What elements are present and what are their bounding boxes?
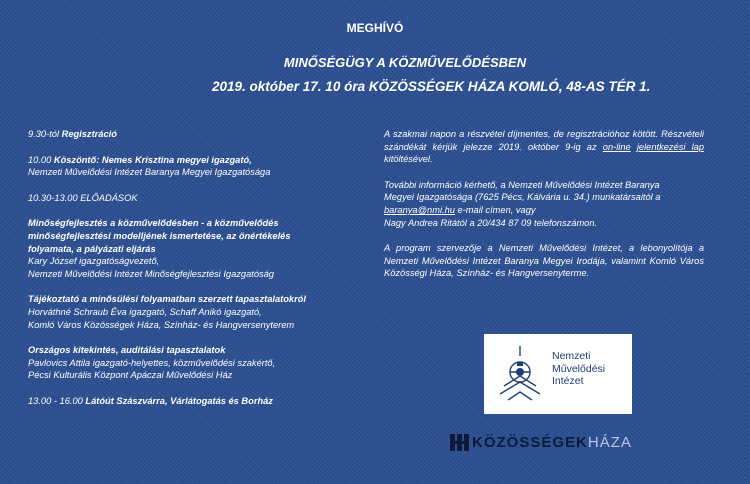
talk-1	[28, 217, 368, 280]
nmi-emblem-icon	[496, 342, 544, 406]
talk-1-title-line-1: Minőségfejlesztés a közművelődésben - a közművelődés	[28, 218, 279, 229]
event-subtitle: MINŐSÉGÜGY A KÖZMŰVELŐDÉSBEN	[283, 55, 527, 70]
organizer-info	[384, 242, 704, 280]
talk-3-title: Országos kitekintés, auditálási tapasztalatok	[28, 345, 226, 356]
contact-line-2: Megyei Igazgatósága (7625 Pécs, Kálvária u. 34.) munkatársaitól a	[384, 192, 661, 203]
contact-line-1: További információ kérhető, a Nemzeti Művelődési Intézet Baranya	[384, 179, 660, 190]
welcome-time: 10.00	[28, 154, 52, 165]
talk-1-title-line-3: folyamata, a pályázati eljárás	[28, 243, 156, 254]
welcome-label: Köszöntő: Nemes Krisztina megyei igazgató,	[53, 154, 252, 165]
event-date-place: 2019. október 17. 10 óra KÖZÖSSÉGEK HÁZA KOMLÓ, 48-AS TÉR 1.	[212, 79, 651, 94]
nmi-line-3: Intézet	[552, 375, 584, 387]
talk-3-speaker-line-1: Pavlovics Attila igazgató-helyettes, közművelődési szakértő,	[28, 357, 276, 368]
registration-info-line-1: A szakmai napon a részvétel díjmentes, de regisztrációhoz kötött.	[384, 129, 658, 139]
info-column	[384, 128, 704, 293]
contact-line-3: e-mail címen, vagy	[454, 204, 536, 215]
nmi-wordmark	[552, 350, 605, 388]
talk-3-speaker-line-2: Pécsi Kulturális Központ Apáczai Művelődési Ház	[28, 370, 233, 381]
registration-label: Regisztráció	[61, 129, 117, 139]
kh-mark-icon	[450, 434, 470, 451]
talk-1-title-line-2: minőségfejlesztési modelljének ismertetése, az önértékelés	[28, 230, 291, 241]
talk-1-speaker-line-2: Nemzeti Művelődési Intézet Minőségfejlesztési Igazgatóság	[28, 268, 274, 279]
nmi-line-1: Nemzeti	[552, 350, 591, 362]
online-link[interactable]: on-line	[602, 141, 631, 152]
talk-2	[28, 293, 368, 331]
talk-3	[28, 344, 368, 382]
organizer-text: A program szervezője a Nemzeti Művelődési Intézet, a lebonyolítója a Nemzeti Művelődési Intézet Baranya Megyei Irodája, valamint Komló Város Közösségi Háza, Színház- és Hangversenyterme.	[384, 243, 704, 279]
nmi-line-2: Művelődési	[552, 362, 606, 375]
program-column	[28, 128, 368, 421]
kh-dark-text: KÖZÖSSÉGEK	[472, 433, 588, 451]
registration-item	[28, 128, 368, 141]
welcome-org: Nemzeti Művelődési Intézet Baranya Megyei Igazgatósága	[28, 167, 271, 178]
lectures-heading	[28, 192, 368, 205]
talk-2-speaker-line-1: Horváthné Schraub Éva igazgató, Schaff Anikó igazgató,	[28, 306, 262, 317]
registration-info-end: kitöltésével.	[384, 154, 433, 165]
registration-time: 9.30-tól	[28, 129, 60, 139]
talk-1-speaker-line-1: Kary József igazgatóságvezető,	[28, 256, 160, 267]
registration-form-link[interactable]: jelentkezési lap	[636, 141, 704, 152]
registration-info	[384, 128, 704, 166]
contact-line-4: Nagy Andrea Ritától a 20/434 87 09 telefonszámon.	[384, 217, 598, 228]
lectures-label: 10.30-13.00 ELŐADÁSOK	[28, 192, 138, 203]
tour-item	[28, 395, 368, 408]
kh-light-text: HÁZA	[587, 433, 632, 451]
kozossegek-haza-logo	[450, 432, 632, 452]
invitation-title: MEGHÍVÓ	[346, 21, 404, 35]
nmi-logo	[484, 334, 632, 414]
tour-time: 13.00 - 16.00	[28, 395, 83, 406]
email-link[interactable]: baranya@nmi.hu	[384, 204, 455, 215]
welcome-item	[28, 154, 368, 179]
contact-info	[384, 179, 704, 229]
tour-label: Látóút Szászvárra, Várlátogatás és Borház	[85, 395, 273, 406]
talk-2-speaker-line-2: Komló Város Közösségek Háza, Színház- és Hangversenyterem	[28, 319, 295, 330]
talk-2-title: Tájékoztató a minősülési folyamatban szerzett tapasztalatokról	[28, 294, 306, 305]
registration-info-line-2: Részvételi szándékát kérjük jelezze 2019. október 9-ig az	[384, 129, 704, 152]
